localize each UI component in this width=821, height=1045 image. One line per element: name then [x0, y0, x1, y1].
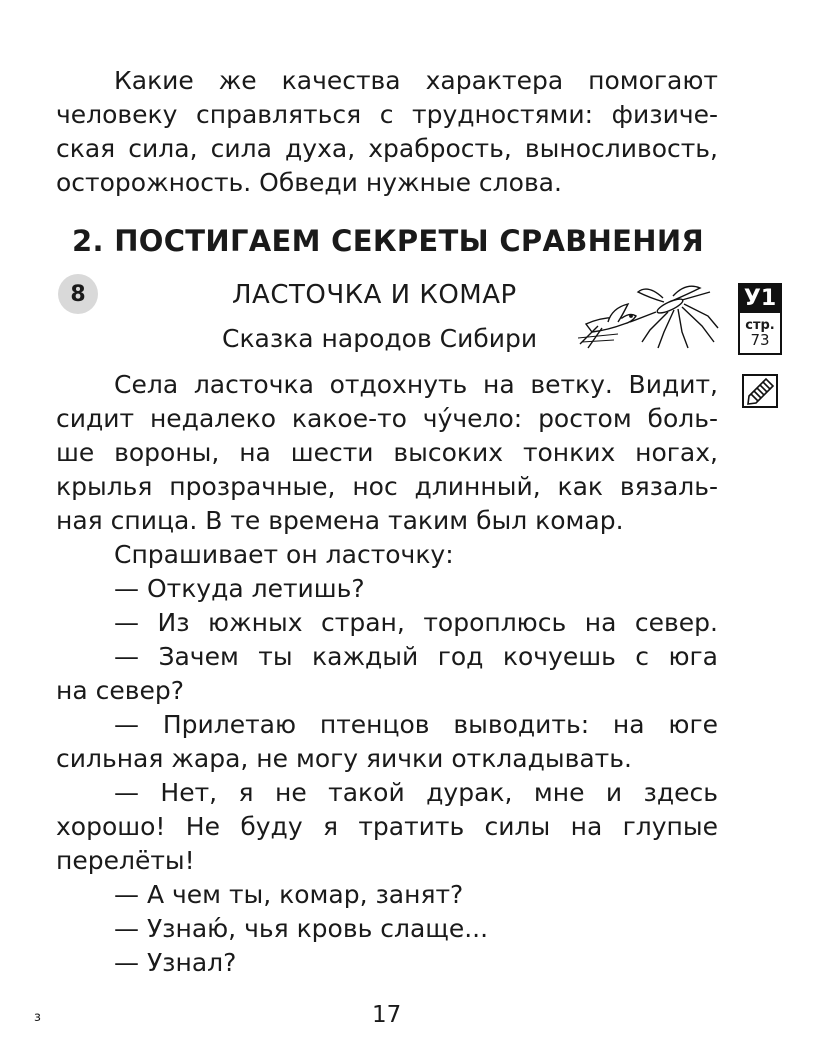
story-line-6: Спрашивает он ласточку: — [114, 540, 454, 569]
story-line-8: — Из южных стран, тороплюсь на север. — [114, 608, 718, 637]
story-subtitle: Сказка народов Сибири — [222, 324, 538, 353]
story-line-14: хорошо! Не буду я тратить силы на глупые — [56, 812, 718, 841]
badge-code: У1 — [738, 283, 782, 313]
badge-page-label: стр. — [745, 318, 775, 333]
story-line-9: — Зачем ты каждый год кочуешь с юга — [114, 642, 718, 671]
story-line-3: ше вороны, на шести высоких тонких ногах, — [56, 438, 718, 467]
story-line-5: ная спица. В те времена таким был комар. — [56, 506, 624, 535]
pencil-icon — [742, 374, 778, 408]
badge-page-number: 73 — [750, 331, 770, 349]
story-line-17: — Узнаю́, чья кровь слаще... — [114, 914, 489, 943]
page-number: 17 — [372, 1002, 402, 1028]
intro-line-1: Какие же качества характера помогают — [114, 66, 718, 95]
story-line-10: на север? — [56, 676, 184, 705]
textbook-reference-badge — [738, 283, 782, 355]
story-line-1: Села ласточка отдохнуть на ветку. Видит, — [114, 370, 718, 399]
story-line-7: — Откуда летишь? — [114, 574, 365, 603]
intro-line-2: человеку справляться с трудностями: физиче- — [56, 100, 718, 129]
section-heading: 2. ПОСТИГАЕМ СЕКРЕТЫ СРАВНЕНИЯ — [72, 224, 705, 258]
story-line-12: сильная жара, не могу яички откладывать. — [56, 744, 632, 773]
story-line-4: крылья прозрачные, нос длинный, как вязаль- — [56, 472, 718, 501]
story-title: ЛАСТОЧКА И КОМАР — [232, 280, 517, 310]
story-line-16: — А чем ты, комар, занят? — [114, 880, 464, 909]
story-line-2: сидит недалеко какое-то чу́чело: ростом боль- — [56, 404, 718, 433]
story-line-18: — Узнал? — [114, 948, 237, 977]
story-line-15: перелёты! — [56, 846, 195, 875]
story-number: 8 — [58, 274, 98, 314]
story-line-13: — Нет, я не такой дурак, мне и здесь — [114, 778, 718, 807]
story-line-11: — Прилетаю птенцов выводить: на юге — [114, 710, 718, 739]
footer-mark: з — [34, 1010, 41, 1025]
intro-line-3: ская сила, сила духа, храбрость, выносливость, — [56, 134, 718, 163]
swallow-and-mosquito-illustration — [578, 282, 720, 352]
intro-line-4: осторожность. Обведи нужные слова. — [56, 168, 562, 197]
